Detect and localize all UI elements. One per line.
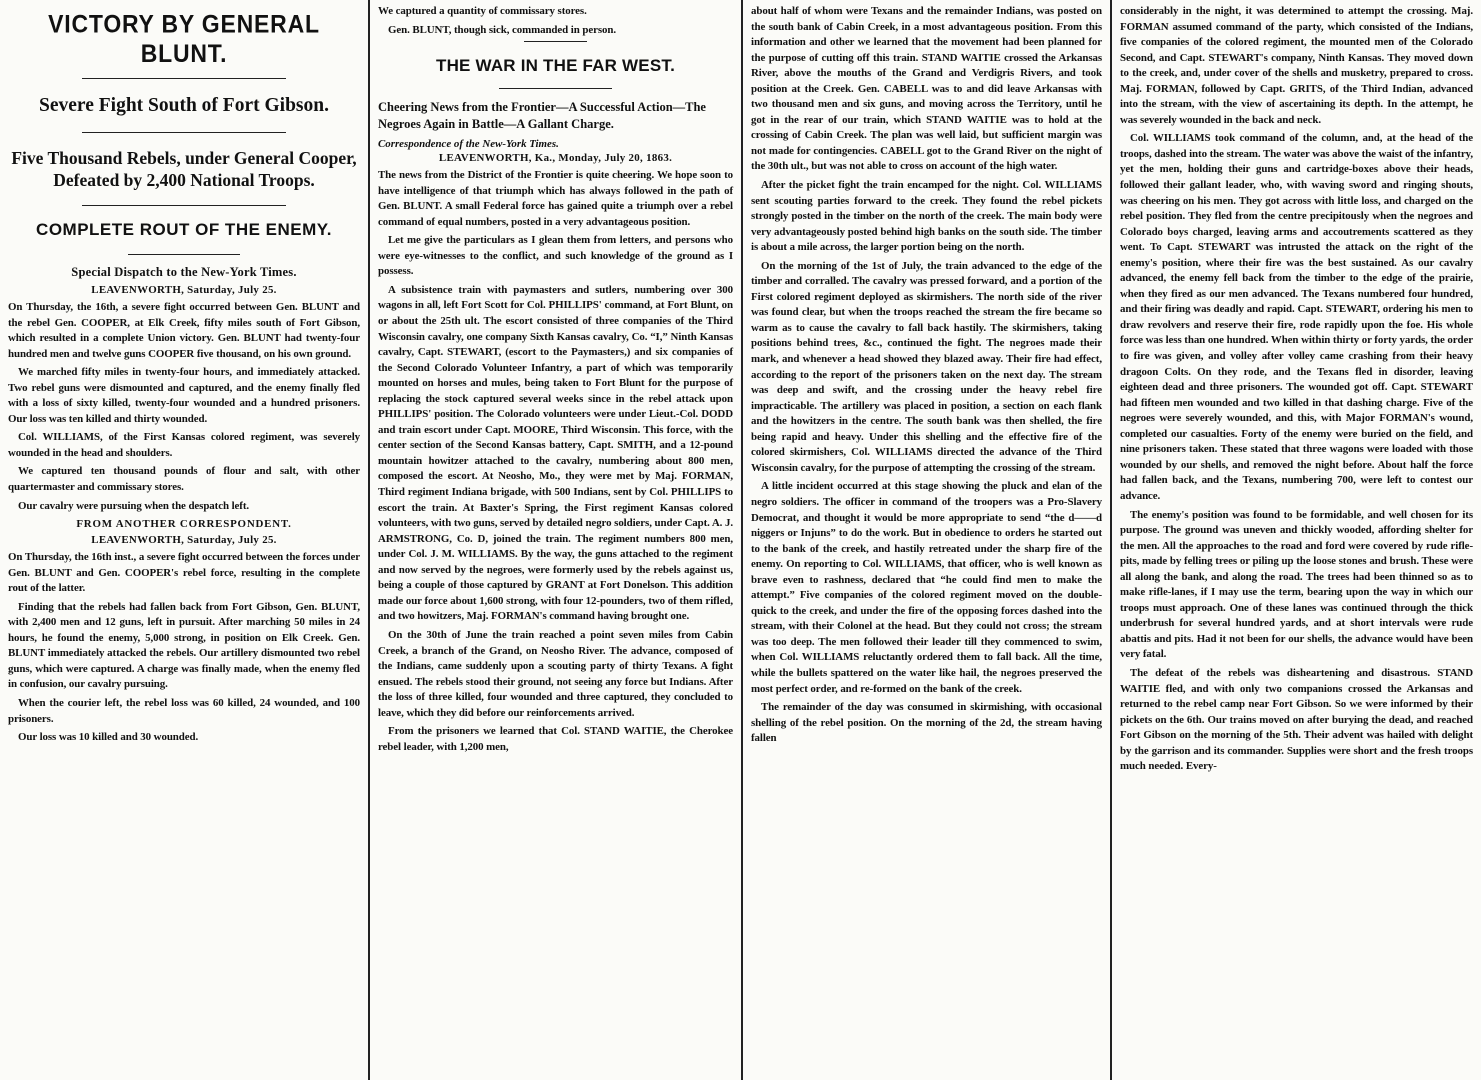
paragraph: From the prisoners we learned that Col. STAND WAITIE, the Cherokee rebel leader, with 1,200 men,	[378, 725, 733, 753]
dateline: LEAVENWORTH, Saturday, July 25.	[91, 284, 277, 296]
paragraph: Let me give the particulars as I glean them from letters, and persons who were eye-witnesses to the conflict, and such knowledge of the ground as I possess.	[378, 234, 733, 278]
paragraph: Col. WILLIAMS took command of the column, and, at the head of the troops, dashed into the stream. The water was above the waist of the infantry, yet the men, holding their guns and cartridge-boxes above their heads, followed their gallant leader, who, with waving sword and ringing shouts, was cheering on his men. They got across with little loss, and charged on the rebel position. They fled from the centre precipitously when the negroes and Colorado boys charged, leaving arms and accoutrements scattered as they went. To Capt. STEWART was intrusted the attack on the right of the enemy's position, where their fire was the best sustained. As our cavalry advanced, the enemy fell back from the timber to the edge of the prairie, when they fired as our men advanced. The Texans numbered four hundred, and their firing was deadly and rapid. Capt. STEWART, ordering his men to draw revolvers and reserve their fire, rode rapidly upon the foe. His whole force was less than one hundred. When within thirty or forty yards, the order to fire was given, and volley after volley came crashing from their heavy dragoon Colts. On they rode, and the Texans fled in disorder, leaving eighteen dead and three prisoners. The wounded got off. Capt. STEWART had fifteen men wounded and two killed in that dashing charge. Five of the negroes were severely wounded, and this, with Major FORMAN's wound, completed our casualties. Forty of the enemy were buried on the field, and nine prisoners taken. These stated that three wagons were loaded with those wounded by our shells, and removed the night before. About half the force had fallen back, and the Texans, numbering 700, were left to contest our advance.	[1120, 132, 1473, 502]
correspondence-credit: Correspondence of the New-York Times.	[378, 138, 559, 151]
divider	[82, 205, 286, 206]
paragraph: The defeat of the rebels was disheartening and disastrous. STAND WAITIE fled, and with only two companions crossed the Arkansas and returned to the rebel camp near Fort Gibson. So we were informed by their pickets on the 6th. Our trains moved on after burying the dead, and reached Fort Gibson on the morning of the 5th. Their advent was hailed with delight by the garrison and its commander. Supplies were short and the fresh troops much needed. Every-	[1120, 666, 1473, 773]
dateline: LEAVENWORTH, Saturday, July 25.	[91, 534, 277, 547]
column-3	[743, 0, 1110, 1080]
paragraph: about half of whom were Texans and the remainder Indians, was posted on the south bank of Cabin Creek, in a most advantageous position. From this information and other we learned that the movement had been planned for the purpose of cutting off this train. STAND WAITIE crossed the Arkansas River, above the mouths of the Grand and Verdigris Rivers, and took position at the Creek. Gen. CABELL was to and did leave Arkansas with two thousand men and six guns, and moving across the Territory, until he got in the rear of our train, which STAND WAITIE was to hold at the crossing of Cabin Creek. The plan was well laid, but sufficient margin was not made for contingencies. CABELL got to the Grand River on the night of the 30th ult., but was not able to cross on account of the high water.	[751, 5, 1102, 173]
paragraph: The news from the District of the Frontier is quite cheering. We hope soon to have intelligence of that triumph which has always followed in the path of Gen. BLUNT. A small Federal force has gained quite a triumph over a rebel command of equal numbers, posted in a very advantageous position.	[378, 169, 733, 228]
divider	[82, 78, 286, 79]
paragraph: On Thursday, the 16th inst., a severe fight occurred between the forces under Gen. BLUNT and Gen. COOPER's rebel force, resulting in the complete rout of the latter.	[8, 551, 360, 595]
deck-complete-rout: COMPLETE ROUT OF THE ENEMY.	[36, 220, 332, 239]
paragraph: Our loss was 10 killed and 30 wounded.	[18, 731, 199, 744]
paragraph: When the courier left, the rebel loss was 60 killed, 24 wounded, and 100 prisoners.	[8, 697, 360, 725]
column-2	[370, 0, 741, 1080]
paragraph: The enemy's position was found to be formidable, and well chosen for its purpose. The ground was uneven and thickly wooded, affording shelter for the men. All the approaches to the road and ford were covered by rude rifle-pits, made by felling trees or piling up the loose stones and brush. These were all along the bank, and along the road. The trees had been thinned so as to make rifle-lanes, if I may use the term, bearing upon the way in which our troops must approach. One of these lanes was continued through the thick underbrush for several hundred yards, and at short intervals were rude abattis and pits. Had it not been for our shells, the advance would have been very fatal.	[1120, 508, 1473, 661]
paragraph: Finding that the rebels had fallen back from Fort Gibson, Gen. BLUNT, with 2,400 men and 12 guns, left in pursuit. After marching 50 miles in 24 hours, he found the enemy, 5,000 strong, in position on Elk Creek. Gen. BLUNT immediately attacked the rebels. Our artillery dismounted two rebel guns, which were captured. A charge was finally made, when the enemy fled in confusion, our cavalry pursuing.	[8, 600, 360, 691]
dateline: LEAVENWORTH, Ka., Monday, July 20, 1863.	[438, 152, 673, 165]
paragraph: Col. WILLIAMS, of the First Kansas colored regiment, was severely wounded in the head and shoulders.	[8, 431, 360, 459]
divider	[82, 132, 286, 133]
headline-victory: VICTORY BY GENERAL BLUNT.	[48, 9, 320, 68]
column-1	[0, 0, 368, 1080]
paragraph: We captured ten thousand pounds of flour and salt, with other quartermaster and commissary stores.	[8, 465, 360, 494]
paragraph: On the morning of the 1st of July, the train advanced to the edge of the timber and corralled. The cavalry was pressed forward, and a portion of the First colored regiment deployed as skirmishers. The north side of the river was found clear, but when the troops reached the stream the fire became so warm as to cause the cavalry to fall back hastily. The skirmishers, taking positions behind trees, &c., continued the fight. The negroes made their mark, and whenever a head showed they blazed away. Their fire had effect, according to the report of the prisoners taken on the next day. The stream was deep and swift, and the crossing under the heavy rebel fire impracticable. The artillery was placed in position, a section on each flank and the howitzers in the centre. The south bank was then shelled, the fire being rapid and heavy. Under this shelling and the effective fire of the colored skirmishers, Col. WILLIAMS directed the advance of the Third Wisconsin cavalry, for the purpose of attempting the crossing of the stream.	[751, 259, 1102, 474]
paragraph: The remainder of the day was consumed in skirmishing, with occasional shelling of the rebel position. On the morning of the 2d, the stream having fallen	[751, 701, 1102, 745]
paragraph: Gen. BLUNT, though sick, commanded in person.	[388, 23, 616, 36]
deck-five-thousand-rebels: Five Thousand Rebels, under General Cooper, Defeated by 2,400 National Troops.	[11, 148, 357, 190]
paragraph: Our cavalry were pursuing when the despatch left.	[18, 499, 250, 512]
deck-severe-fight: Severe Fight South of Fort Gibson.	[39, 95, 329, 116]
paragraph: A subsistence train with paymasters and sutlers, numbering over 300 wagons in all, left Fort Scott for Col. PHILLIPS' command, at Fort Blunt, on or about the 25th ult. The escort consisted of three companies of the Third Wisconsin cavalry, one company Sixth Kansas cavalry, Co. “I,” Ninth Kansas cavalry, Capt. STEWART, (escort to the Paymasters,) and six companies of the Second Colorado Volunteer Infantry, a part of which was temporarily mounted on horses and mules, being taken to Fort Blunt for the purpose of replacing the stock captured several weeks since in the rebel attack upon PHILLIPS' position. The Colorado volunteers were under Lieut.-Col. DODD and train escort under Capt. MOORE, Third Wisconsin. This force, with the center section of the Second Kansas battery, Capt. SMITH, and a 12-pound mountain howitzer attached to the cavalry, numbering about 800 men, composed the escort. At Neosho, Mo., they were met by Maj. FORMAN, Third regiment Indiana brigade, with 500 Indians, sent by Col. PHILLIPS to escort the train. At Baxter's Spring, the First regiment Kansas colored volunteers, with two guns, served by detailed negro soldiers, under Capt. A. J. ARMSTRONG, Co. D, joined the train. The regiment numbers 800 men, under Col. J. M. WILLIAMS. By the way, the guns attached to the regiment and now served by the negroes, were formerly used by the rebels against us, being a couple of those captured by GRANT at Fort Donelson. This addition made our force about 1,600 strong, with four 12-pounders, two of them rifled, and two howitzers, Maj. FORMAN's command having brought one.	[378, 283, 733, 623]
another-correspondent-heading: FROM ANOTHER CORRESPONDENT.	[76, 518, 292, 531]
headline-war-in-far-west: THE WAR IN THE FAR WEST.	[435, 56, 676, 76]
paragraph: A little incident occurred at this stage showing the pluck and elan of the negro soldiers. The officer in command of the troopers was a Pro-Slavery Democrat, and thought it would be more appropriate to send “the d——d niggers or Injuns” to do the work. But in obedience to orders he started out to the bank of the creek, and hastily retreated under the sharp fire of the enemy. On reporting to Col. WILLIAMS, that officer, who is well known as brave even to rashness, declared that “he could find men to make the attempt.” Five companies of the colored regiment moved on the double-quick to the creek, and under the fire of the opposing forces dashed into the stream, with their Colonel at the head. But they could not cross; the stream was too deep. The men followed their leader till they commenced to swim, when Col. WILLIAMS reluctantly ordered them to fall back. All the time, while the bullets spattered on the water like hail, the negroes preserved the most perfect order, and re-formed on the bank of the creek.	[751, 480, 1102, 695]
column-4	[1112, 0, 1481, 1080]
paragraph: We captured a quantity of commissary stores.	[378, 5, 587, 17]
paragraph: On the 30th of June the train reached a point seven miles from Cabin Creek, a branch of the Grand, on Neosho River. The advance, composed of the Indians, came suddenly upon a scouting party of thirty Texans. A fight ensued. The rebels stood their ground, not seeing any force but Indians. After the loss of three killed, four wounded and three captured, they concluded to leave, which they did before our reinforcements arrived.	[378, 628, 733, 719]
deck-cheering-news: Cheering News from the Frontier—A Successful Action—The Negroes Again in Battle—A Gallant Charge.	[378, 100, 706, 132]
divider	[499, 88, 613, 89]
paragraph: We marched fifty miles in twenty-four hours, and immediately attacked. Two rebel guns were dismounted and captured, and the enemy finally fled with a loss of sixty killed, twenty-four wounded and a hundred prisoners. Our loss was ten killed and thirty wounded.	[8, 366, 360, 425]
paragraph: considerably in the night, it was determined to attempt the crossing. Maj. FORMAN assumed command of the party, which consisted of the Indians, five companies of the colored regiment, the mounted men of the Colorado Second, and Capt. STEWART's company, Ninth Kansas. They moved down to the creek, and, under cover of the shells and musketry, prepared to cross. Maj. FORMAN, followed by Capt. GRITS, of the Third Indian, advanced into the stream, with the view of ascertaining its depth. In the attempt, he was severely wounded in the back and neck.	[1120, 5, 1473, 126]
divider	[524, 41, 588, 42]
divider	[128, 254, 241, 255]
paragraph: After the picket fight the train encamped for the night. Col. WILLIAMS sent scouting parties forward to the creek. They found the rebel pickets strongly posted in the timber on the north of the creek. The main body were very advantageously posted behind high banks on the south side. The timber is about a mile across, the larger portion being on the north.	[751, 179, 1102, 254]
special-dispatch-line: Special Dispatch to the New-York Times.	[71, 265, 297, 279]
paragraph: On Thursday, the 16th, a severe fight occurred between Gen. BLUNT and the rebel Gen. COOPER, at Elk Creek, fifty miles south of Fort Gibson, which resulted in a complete Union victory. Gen. BLUNT had twenty-four hundred men and twelve guns COOPER five thousand, on his own ground.	[8, 301, 360, 360]
